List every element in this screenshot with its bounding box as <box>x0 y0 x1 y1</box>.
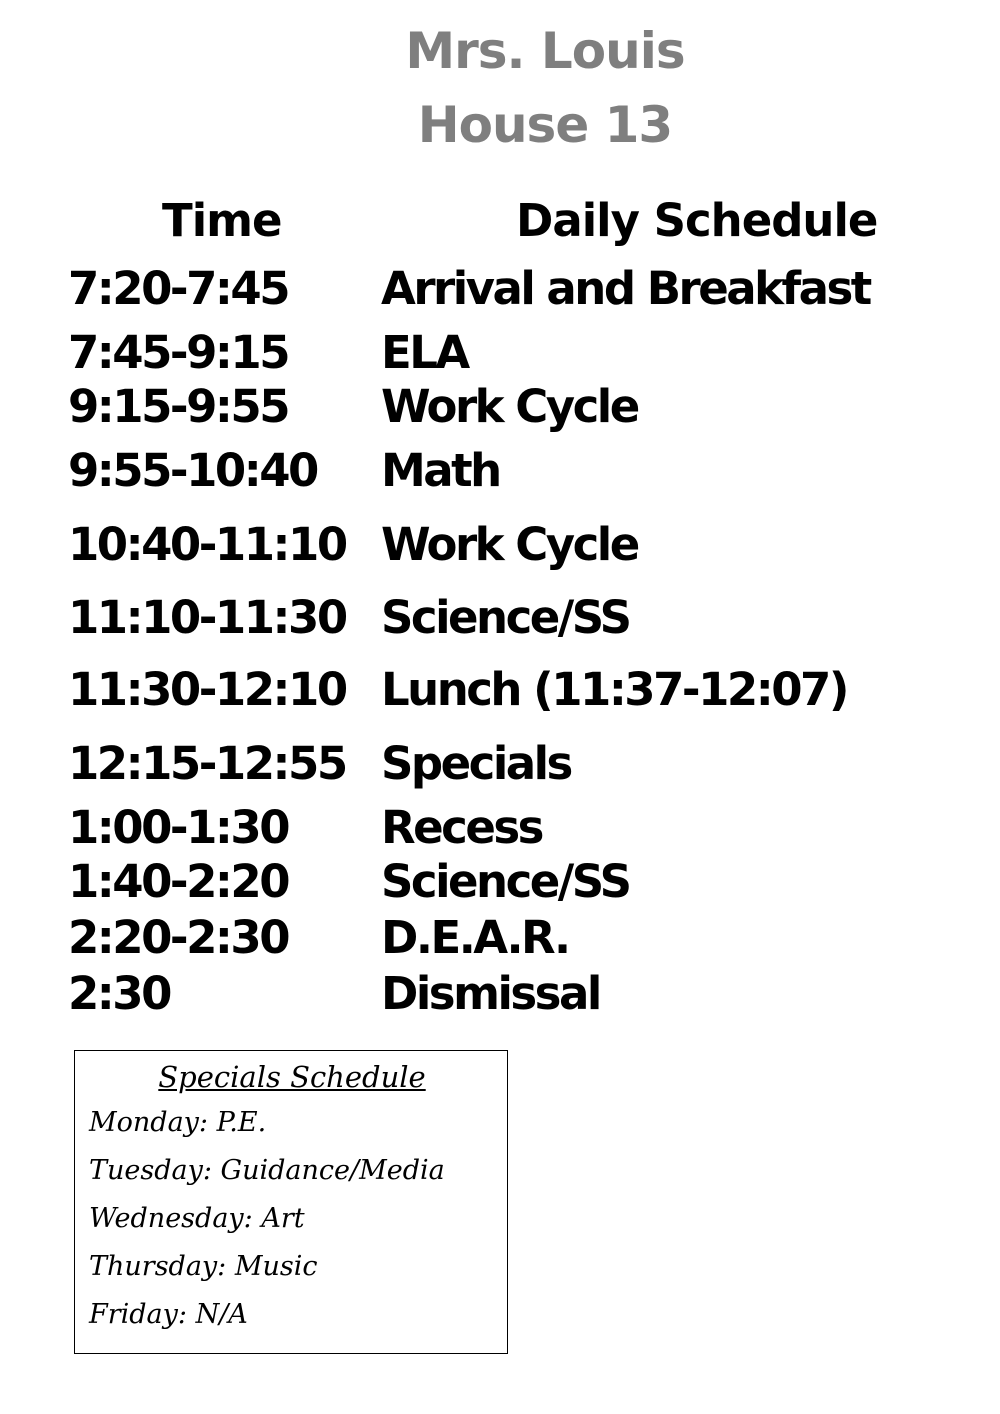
schedule-time: 2:20-2:30 <box>68 911 289 964</box>
schedule-column-header: Daily Schedule <box>516 194 878 247</box>
specials-schedule-box <box>74 1050 508 1354</box>
specials-item-monday: Monday: P.E. <box>89 1107 267 1138</box>
specials-item-friday: Friday: N/A <box>89 1299 248 1330</box>
specials-item-wednesday: Wednesday: Art <box>89 1203 305 1234</box>
schedule-activity: Work Cycle <box>381 518 638 571</box>
schedule-activity: Specials <box>381 737 571 790</box>
teacher-name-title: Mrs. Louis <box>405 22 685 80</box>
schedule-time: 10:40-11:10 <box>68 518 346 571</box>
schedule-time: 11:10-11:30 <box>68 591 346 644</box>
schedule-activity: Lunch (11:37-12:07) <box>381 663 847 716</box>
schedule-time: 11:30-12:10 <box>68 663 346 716</box>
schedule-time: 9:15-9:55 <box>68 380 289 433</box>
specials-schedule-heading: Specials Schedule <box>158 1060 426 1094</box>
schedule-activity: Recess <box>381 801 542 854</box>
specials-item-thursday: Thursday: Music <box>89 1251 318 1282</box>
schedule-activity: D.E.A.R. <box>381 911 569 964</box>
schedule-activity: Work Cycle <box>381 380 638 433</box>
schedule-activity: Arrival and Breakfast <box>381 262 870 315</box>
schedule-activity: Science/SS <box>381 591 630 644</box>
schedule-time: 1:40-2:20 <box>68 855 289 908</box>
time-column-header: Time <box>162 194 282 247</box>
schedule-time: 9:55-10:40 <box>68 444 317 497</box>
schedule-activity: ELA <box>381 326 468 379</box>
schedule-time: 2:30 <box>68 967 170 1020</box>
specials-item-tuesday: Tuesday: Guidance/Media <box>89 1155 445 1186</box>
house-title: House 13 <box>417 96 673 154</box>
schedule-time: 1:00-1:30 <box>68 801 289 854</box>
schedule-activity: Science/SS <box>381 855 630 908</box>
schedule-time: 7:45-9:15 <box>68 326 289 379</box>
schedule-activity: Dismissal <box>381 967 600 1020</box>
schedule-activity: Math <box>381 444 500 497</box>
schedule-time: 7:20-7:45 <box>68 262 289 315</box>
schedule-time: 12:15-12:55 <box>68 737 346 790</box>
